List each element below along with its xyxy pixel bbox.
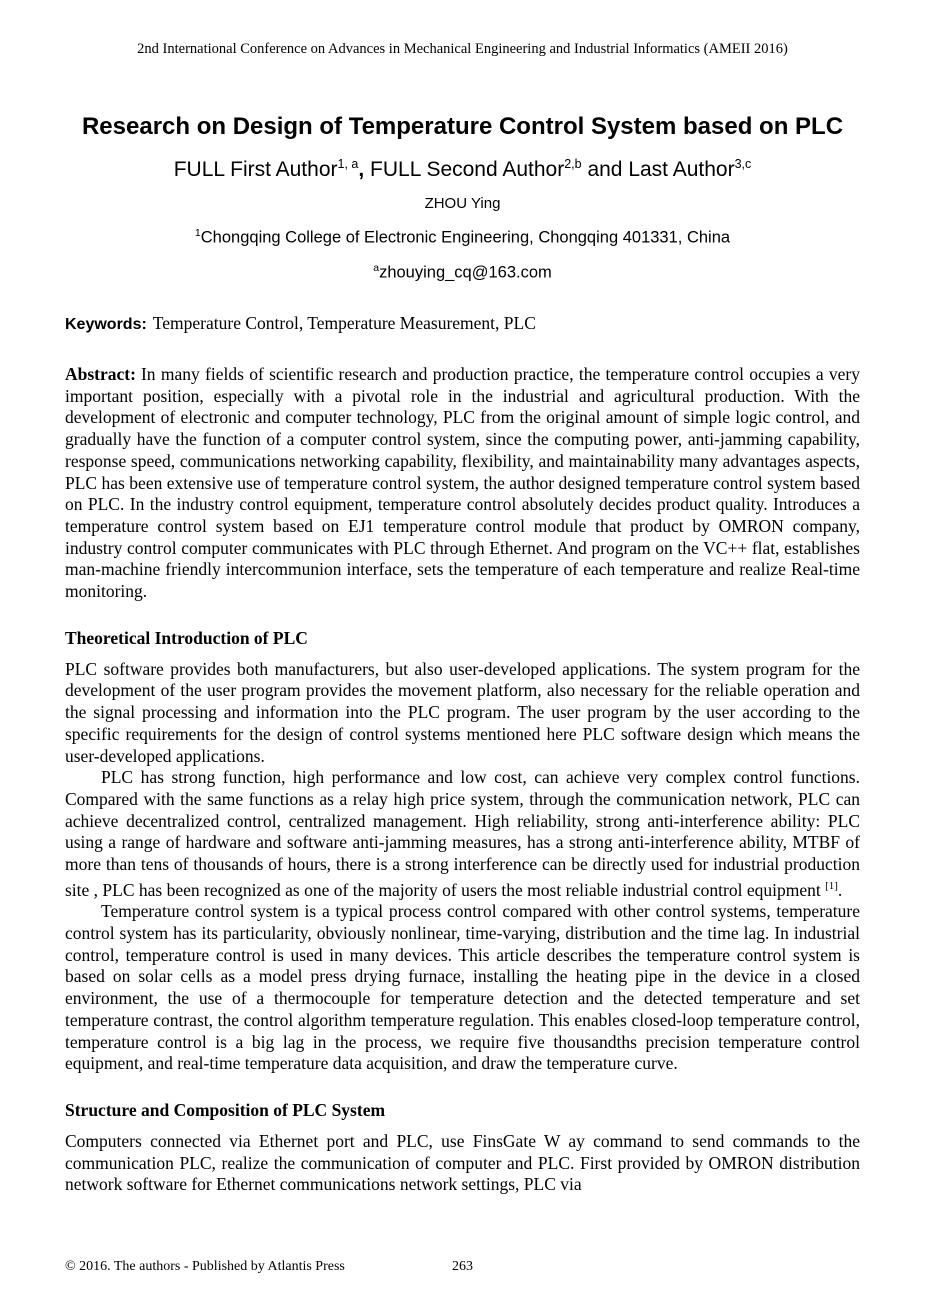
author-separator-1: , [358,158,371,181]
keywords-line [65,312,860,336]
paragraph-text: Computers connected via Ethernet port and PLC, use FinsGate W ay command to send commands to the communication PLC, realize the communication of computer and PLC. First provided by OMRON distribution network software for Ethernet communications network settings, PLC via [65,1130,860,1195]
keywords-text: Temperature Control, Temperature Measurement, PLC [152,313,536,333]
section-heading-theoretical-introduction: Theoretical Introduction of PLC [65,627,308,648]
author-1-superscript: 1, a [337,157,359,171]
abstract-text: In many fields of scientific research and production practice, the temperature control occupies a very important position, especially with a pivotal role in the industrial and agricultural production. With the development of electronic and computer technology, PLC from the original amount of simple logic control, and gradually have the function of a computer control system, since the computing power, anti-jamming capability, response speed, communications networking capability, flexibility, and maintainability many advantages aspects, PLC has been extensive use of temperature control system, the author designed temperature control system based on PLC. In the industry control equipment, temperature control absolutely decides product quality. Introduces a temperature control system based on EJ1 temperature control module that product by OMRON company, industry control computer communicates with PLC through Ethernet. And program on the VC++ flat, establishes man-machine friendly intercommunion interface, sets the temperature of each temperature and realize Real-time monitoring. [65,364,860,602]
section-1-paragraph-2 [65,767,860,901]
paragraph-text: PLC software provides both manufacturers, but also user-developed applications. The system program for the development of the user program provides the movement platform, also necessary for the reliable operation and the signal processing and information into the PLC program. The user program by the user according to the specific requirements for the design of control systems mentioned here PLC software design which means the user-developed applications. [65,658,860,766]
paragraph-text: Temperature control system is a typical process control compared with other control systems, temperature control system has its particularity, obviously nonlinear, time-varying, distribution and the time lag. In industrial control, temperature control is used in many devices. This article describes the temperature control system is based on solar cells as a model press drying furnace, installing the heating pipe in the device in a closed environment, the use of a thermocouple for temperature detection and the detected temperature and set temperature contrast, the control algorithm temperature regulation. This enables closed-loop temperature control, temperature control is a big lag in the process, we require five thousandths precision temperature control equipment, and real-time temperature data acquisition, and draw the temperature curve. [65,901,860,1074]
copyright-notice: © 2016. The authors - Published by Atlantis Press [65,1259,345,1274]
citation-1: [1] [825,879,838,892]
author-3-superscript: 3,c [734,157,752,171]
author-separator-2: and [581,158,629,181]
abstract-paragraph [65,364,860,603]
author-2-name: FULL Second Author [370,158,565,181]
affiliation-text: Chongqing College of Electronic Engineering, Chongqing 401331, China [200,228,731,247]
author-1-name: FULL First Author [173,158,338,181]
affiliation-superscript: 1 [194,227,201,239]
page-footer [65,1258,860,1275]
page-number: 263 [452,1259,473,1274]
abstract-label: Abstract: [65,364,136,384]
section-2-paragraph-1 [65,1131,860,1196]
email-line [65,258,860,283]
paragraph-text: PLC has strong function, high performance and low cost, can achieve very complex control functions. Compared with the same functions as a relay high price system, through the communication network, PLC can achieve decentralized control, centralized management. High reliability, strong anti-interference ability: PLC using a range of hardware and software anti-jamming measures, has a strong anti-interference ability, MTBF of more than tens of thousands of hours, there is a strong interference can be directly used for industrial production site , PLC has been recognized as one of the majority of users the most reliable industrial control equipment [65,767,860,900]
section-1-paragraph-3 [65,901,860,1075]
author-3-name: Last Author [628,158,735,181]
section-heading-structure-composition: Structure and Composition of PLC System [65,1099,386,1120]
keywords-label: Keywords: [65,316,147,333]
paper-title: Research on Design of Temperature Control System based on PLC [81,113,844,140]
email-superscript: a [373,261,380,274]
email-text: zhouying_cq@163.com [379,263,552,281]
author-real-name: ZHOU Ying [424,195,501,212]
paragraph-tail: . [837,879,843,900]
author-2-superscript: 2,b [564,157,582,171]
section-1-paragraph-1 [65,659,860,768]
affiliation-line [65,223,860,248]
authors-line [65,151,860,183]
conference-header: 2nd International Conference on Advances in Mechanical Engineering and Industrial Informatics (AMEII 2016) [137,41,788,57]
